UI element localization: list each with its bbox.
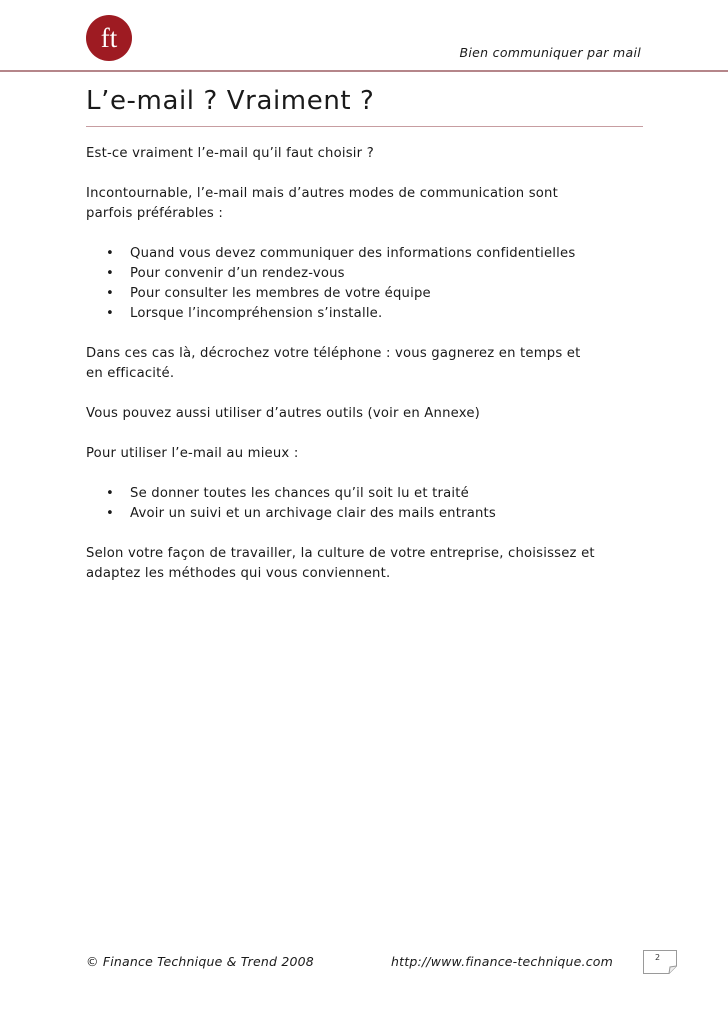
- intro-line-1: Incontournable, l’e-mail mais d’autres modes de communication sont: [86, 186, 558, 201]
- list-item: • Se donner toutes les chances qu’il soit lu et traité: [86, 484, 646, 504]
- closing-paragraph: [86, 544, 646, 584]
- page-content: [86, 144, 646, 604]
- intro-paragraph: [86, 184, 646, 224]
- header-document-title: Bien communiquer par mail: [459, 45, 641, 60]
- phone-line-2: en efficacité.: [86, 366, 175, 381]
- footer-copyright: © Finance Technique & Trend 2008: [86, 954, 314, 969]
- title-divider: [86, 126, 643, 127]
- page-title: L’e-mail ? Vraiment ?: [86, 86, 375, 116]
- list-item: • Pour convenir d’un rendez-vous: [86, 264, 646, 284]
- best-use-list: [86, 484, 646, 524]
- closing-line-1: Selon votre façon de travailler, la culture de votre entreprise, choisissez et: [86, 546, 595, 561]
- logo-text: ft: [100, 23, 118, 53]
- footer-url-link[interactable]: http://www.finance-technique.com: [391, 954, 613, 969]
- list-item: • Lorsque l’incompréhension s’installe.: [86, 304, 646, 324]
- list-item: • Quand vous devez communiquer des informations confidentielles: [86, 244, 646, 264]
- header-divider: [0, 70, 728, 72]
- intro-question: Est-ce vraiment l’e-mail qu’il faut choisir ?: [86, 146, 374, 161]
- phone-line-1: Dans ces cas là, décrochez votre téléphone : vous gagnerez en temps et: [86, 346, 581, 361]
- alternatives-list: [86, 244, 646, 324]
- page-number: 2: [655, 953, 661, 962]
- finance-technique-logo: [85, 14, 133, 62]
- tools-paragraph: Vous pouvez aussi utiliser d’autres outils (voir en Annexe): [86, 406, 480, 421]
- intro-line-2: parfois préférables :: [86, 206, 224, 221]
- phone-paragraph: [86, 344, 646, 384]
- best-use-paragraph: Pour utiliser l’e-mail au mieux :: [86, 446, 299, 461]
- closing-line-2: adaptez les méthodes qui vous conviennent.: [86, 566, 391, 581]
- list-item: • Avoir un suivi et un archivage clair des mails entrants: [86, 504, 646, 524]
- list-item: • Pour consulter les membres de votre équipe: [86, 284, 646, 304]
